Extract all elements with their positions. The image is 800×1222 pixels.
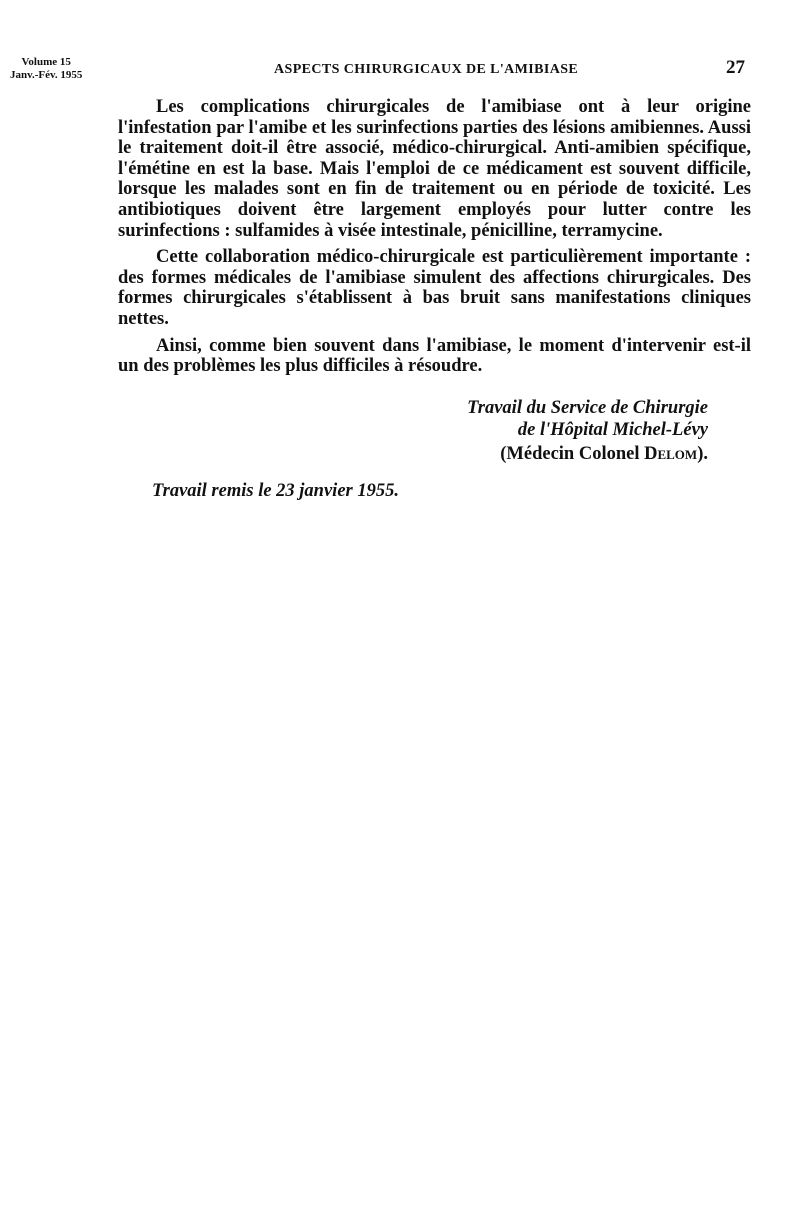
signature-service: Travail du Service de Chirurgie: [467, 398, 708, 418]
signature-hospital: de l'Hôpital Michel-Lévy: [517, 420, 708, 440]
volume-info: [10, 56, 82, 82]
doctor-prefix: (Médecin Colonel: [500, 444, 645, 464]
signature-block: [118, 397, 708, 465]
doctor-suffix: ).: [697, 444, 708, 464]
page-number: 27: [726, 57, 745, 78]
running-title: ASPECTS CHIRURGICAUX DE L'AMIBIASE: [274, 62, 579, 77]
volume-label: Volume 15: [21, 56, 71, 68]
signature-doctor: [118, 443, 708, 465]
submission-date: Travail remis le 23 janvier 1955.: [152, 481, 399, 501]
paragraph-3: Ainsi, comme bien souvent dans l'amibiase, le moment d'intervenir est-il un des problèmes les plus difficiles à résoudre.: [118, 335, 751, 377]
issue-label: Janv.-Fév. 1955: [10, 69, 83, 81]
article-body: [118, 97, 751, 383]
paragraph-2: Cette collaboration médico-chirurgicale est particulièrement importante : des formes médicales de l'amibiase simulent des affections chirurgicales. Des formes chirurgicales s'établissent à bas bruit sans manifestations cliniques nettes.: [118, 247, 751, 329]
doctor-name: Delom: [644, 444, 698, 464]
paragraph-1: Les complications chirurgicales de l'amibiase ont à leur origine l'infestation par l'amibe et les surinfections parties des lésions amibiennes. Aussi le traitement doit-il être associé, médico-chirurgical. Anti-amibien spécifique, l'émétine en est la base. Mais l'emploi de ce médicament est souvent difficile, lorsque les malades sont en fin de traitement ou en période de toxicité. Les antibiotiques doivent être largement employés pour lutter contre les surinfections : sulfamides à visée intestinale, pénicilline, terramycine.: [118, 97, 751, 241]
